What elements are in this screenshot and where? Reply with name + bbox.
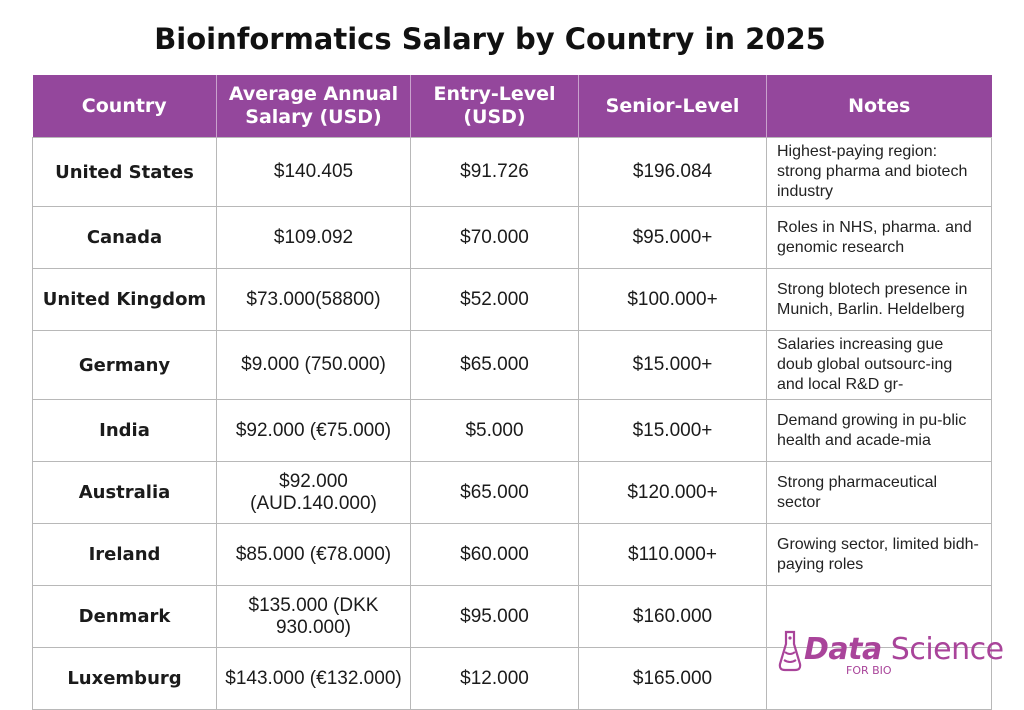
average-salary-cell: $9.000 (750.000) — [217, 331, 411, 400]
salary-table — [32, 75, 992, 710]
average-salary-cell: $92.000 (AUD.140.000) — [217, 462, 411, 524]
senior-level-cell: $196.084 — [579, 138, 767, 207]
country-cell: Luxemburg — [33, 648, 217, 710]
average-salary-cell: $143.000 (€132.000) — [217, 648, 411, 710]
data-science-for-bio-logo — [778, 626, 1004, 678]
entry-level-cell: $91.726 — [411, 138, 579, 207]
table-row — [33, 331, 992, 400]
notes-cell: Salaries increasing gue doub global outsourc-ing and local R&D gr- — [767, 331, 992, 400]
entry-level-cell: $5.000 — [411, 400, 579, 462]
senior-level-cell: $15.000+ — [579, 331, 767, 400]
header-entry-level: Entry-Level (USD) — [411, 75, 579, 138]
table-row — [33, 400, 992, 462]
notes-cell: Strong pharmaceutical sector — [767, 462, 992, 524]
average-salary-cell: $92.000 (€75.000) — [217, 400, 411, 462]
table-row — [33, 138, 992, 207]
entry-level-cell: $60.000 — [411, 524, 579, 586]
notes-cell: Roles in NHS, pharma. and genomic research — [767, 207, 992, 269]
senior-level-cell: $165.000 — [579, 648, 767, 710]
country-cell: United States — [33, 138, 217, 207]
header-average-salary: Average Annual Salary (USD) — [217, 75, 411, 138]
table-header-row — [33, 75, 992, 138]
average-salary-cell: $73.000(58800) — [217, 269, 411, 331]
country-cell: Ireland — [33, 524, 217, 586]
country-cell: Denmark — [33, 586, 217, 648]
country-cell: Canada — [33, 207, 217, 269]
senior-level-cell: $95.000+ — [579, 207, 767, 269]
entry-level-cell: $65.000 — [411, 462, 579, 524]
logo-wordmark — [804, 632, 1004, 667]
notes-cell: Demand growing in pu-blic health and acade-mia — [767, 400, 992, 462]
country-cell: United Kingdom — [33, 269, 217, 331]
notes-cell: Highest-paying region: strong pharma and biotech industry — [767, 138, 992, 207]
page-title: Bioinformatics Salary by Country in 2025 — [154, 22, 826, 56]
notes-cell: Growing sector, limited bidh-paying roles — [767, 524, 992, 586]
entry-level-cell: $70.000 — [411, 207, 579, 269]
entry-level-cell: $52.000 — [411, 269, 579, 331]
senior-level-cell: $100.000+ — [579, 269, 767, 331]
header-senior-level: Senior-Level — [579, 75, 767, 138]
average-salary-cell: $109.092 — [217, 207, 411, 269]
country-cell: Australia — [33, 462, 217, 524]
senior-level-cell: $160.000 — [579, 586, 767, 648]
average-salary-cell: $140.405 — [217, 138, 411, 207]
entry-level-cell: $12.000 — [411, 648, 579, 710]
logo-word-science: Science — [890, 632, 1004, 667]
entry-level-cell: $65.000 — [411, 331, 579, 400]
dna-flask-icon — [778, 630, 802, 672]
table-row — [33, 207, 992, 269]
logo-subtitle: FOR BIO — [846, 664, 892, 677]
table-row — [33, 462, 992, 524]
senior-level-cell: $120.000+ — [579, 462, 767, 524]
average-salary-cell: $135.000 (DKK 930.000) — [217, 586, 411, 648]
header-country: Country — [33, 75, 217, 138]
senior-level-cell: $15.000+ — [579, 400, 767, 462]
country-cell: India — [33, 400, 217, 462]
average-salary-cell: $85.000 (€78.000) — [217, 524, 411, 586]
notes-cell: Strong blotech presence in Munich, Barlin. Heldelberg — [767, 269, 992, 331]
table-row — [33, 524, 992, 586]
header-notes: Notes — [767, 75, 992, 138]
table-row — [33, 269, 992, 331]
entry-level-cell: $95.000 — [411, 586, 579, 648]
country-cell: Germany — [33, 331, 217, 400]
senior-level-cell: $110.000+ — [579, 524, 767, 586]
logo-word-data: Data — [804, 632, 882, 667]
